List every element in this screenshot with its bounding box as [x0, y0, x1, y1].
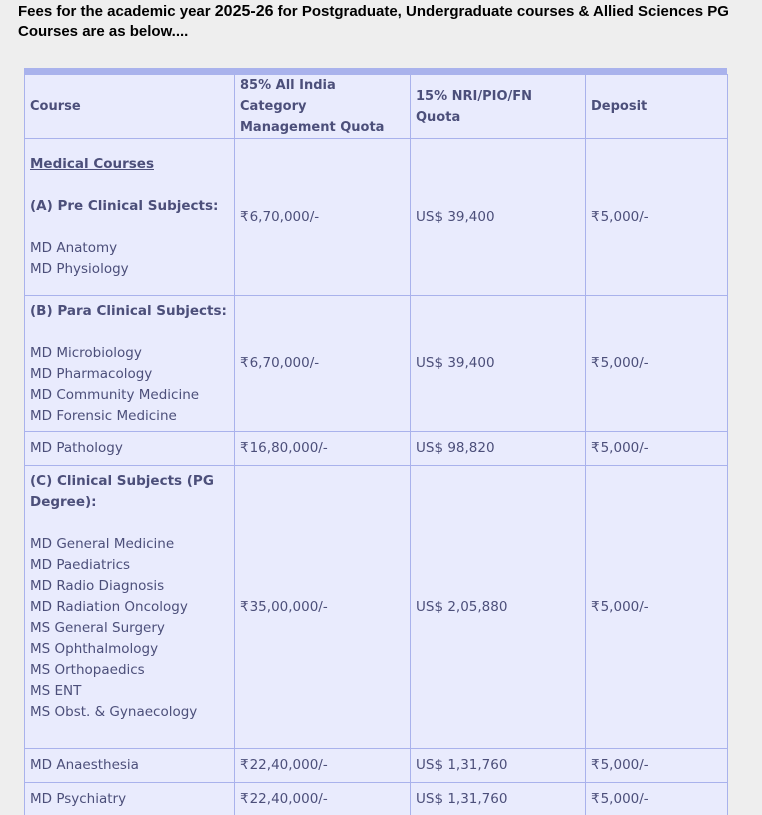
fee-inr-value: 22,40,000/- — [249, 791, 328, 807]
course-name: MD Radiation Oncology — [30, 598, 188, 615]
rupee-icon: ₹ — [240, 440, 249, 456]
rupee-icon: ₹ — [591, 757, 600, 773]
rupee-icon: ₹ — [591, 208, 600, 225]
fee-inr-value: 16,80,000/- — [249, 440, 328, 456]
fee-inr-cell — [235, 783, 411, 815]
course-name: MD Pharmacology — [30, 365, 153, 382]
deposit-cell — [586, 783, 728, 815]
intro-text — [18, 2, 738, 42]
intro-suffix: for Postgraduate, Undergraduate courses & Allied Sciences PG Courses are as below.... — [18, 3, 729, 40]
course-name: MD General Medicine — [30, 535, 175, 552]
deposit-value: 5,000/- — [600, 598, 649, 615]
section-heading: (A) Pre Clinical Subjects: — [30, 198, 219, 214]
course-cell — [25, 432, 235, 466]
header-all-india: 85% All India Category Management Quota — [235, 75, 411, 139]
course-name: MD Forensic Medicine — [30, 407, 177, 424]
intro-prefix: Fees for the academic year — [18, 3, 215, 20]
deposit-cell — [586, 749, 728, 783]
header-nri: 15% NRI/PIO/FN Quota — [411, 75, 586, 139]
table-row — [25, 139, 728, 296]
course-name: MD Radio Diagnosis — [30, 577, 165, 594]
fee-usd-cell: US$ 1,31,760 — [411, 749, 586, 783]
course-name: MD Physiology — [30, 261, 129, 277]
deposit-value: 5,000/- — [600, 355, 649, 371]
section-heading: (C) Clinical Subjects (PG Degree): — [30, 472, 214, 510]
fee-usd-cell: US$ 2,05,880 — [411, 466, 586, 749]
fee-usd-cell: US$ 98,820 — [411, 432, 586, 466]
rupee-icon: ₹ — [240, 791, 249, 807]
course-name: MD Psychiatry — [30, 791, 127, 807]
fee-inr-value: 6,70,000/- — [249, 208, 320, 225]
fee-inr-value: 35,00,000/- — [249, 598, 328, 615]
rupee-icon: ₹ — [591, 598, 600, 615]
course-cell — [25, 783, 235, 815]
fee-inr-cell — [235, 749, 411, 783]
fee-usd-cell: US$ 39,400 — [411, 296, 586, 432]
rupee-icon: ₹ — [240, 757, 249, 773]
rupee-icon: ₹ — [591, 355, 600, 371]
course-name: MD Paediatrics — [30, 556, 131, 573]
rupee-icon: ₹ — [240, 208, 249, 225]
course-name: MD Anaesthesia — [30, 757, 139, 773]
table-row — [25, 296, 728, 432]
header-course: Course — [25, 75, 235, 139]
deposit-value: 5,000/- — [600, 208, 649, 225]
course-cell — [25, 466, 235, 749]
intro-year: 2025-26 — [214, 3, 274, 20]
fee-inr-cell — [235, 139, 411, 296]
fee-inr-cell — [235, 296, 411, 432]
fee-usd-cell: US$ 1,31,760 — [411, 783, 586, 815]
course-cell — [25, 749, 235, 783]
fee-table-container — [24, 68, 727, 815]
table-row — [25, 783, 728, 815]
rupee-icon: ₹ — [591, 791, 600, 807]
table-header-row — [25, 75, 728, 139]
table-row — [25, 432, 728, 466]
course-name: MS Orthopaedics — [30, 661, 145, 678]
deposit-cell — [586, 432, 728, 466]
fee-inr-value: 6,70,000/- — [249, 355, 320, 371]
course-name: MD Community Medicine — [30, 386, 200, 403]
table-row — [25, 466, 728, 749]
course-cell — [25, 296, 235, 432]
section-heading: (B) Para Clinical Subjects: — [30, 302, 227, 319]
table-row — [25, 749, 728, 783]
deposit-value: 5,000/- — [600, 440, 649, 456]
fee-inr-cell — [235, 466, 411, 749]
deposit-value: 5,000/- — [600, 757, 649, 773]
fee-table — [24, 74, 728, 815]
course-name: MS ENT — [30, 682, 82, 699]
header-deposit: Deposit — [586, 75, 728, 139]
fee-usd-cell: US$ 39,400 — [411, 139, 586, 296]
deposit-cell — [586, 296, 728, 432]
course-name: MS General Surgery — [30, 619, 165, 636]
deposit-value: 5,000/- — [600, 791, 649, 807]
course-cell — [25, 139, 235, 296]
medical-courses-link[interactable]: Medical Courses — [30, 156, 154, 172]
course-name: MS Obst. & Gynaecology — [30, 703, 198, 720]
fee-inr-cell — [235, 432, 411, 466]
deposit-cell — [586, 466, 728, 749]
rupee-icon: ₹ — [240, 598, 249, 615]
course-name: MD Microbiology — [30, 344, 142, 361]
course-name: MD Pathology — [30, 440, 123, 456]
course-name: MS Ophthalmology — [30, 640, 159, 657]
rupee-icon: ₹ — [591, 440, 600, 456]
rupee-icon: ₹ — [240, 355, 249, 371]
fee-inr-value: 22,40,000/- — [249, 757, 328, 773]
deposit-cell — [586, 139, 728, 296]
course-name: MD Anatomy — [30, 240, 118, 256]
